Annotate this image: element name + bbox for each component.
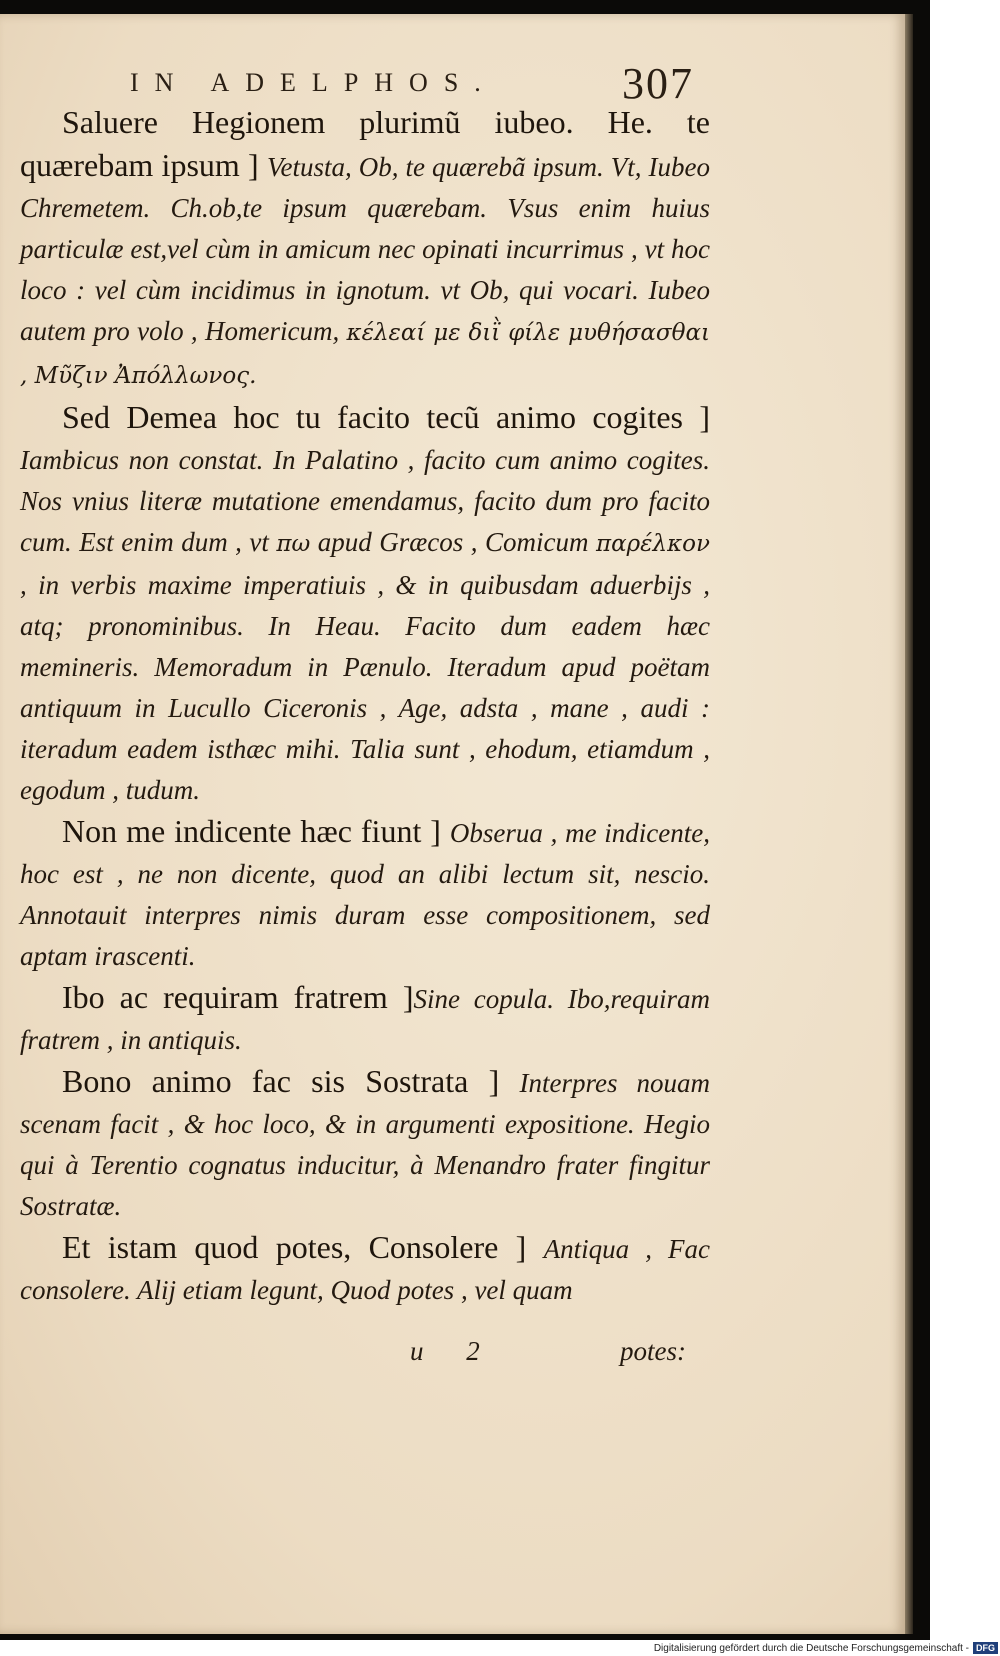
catchword: potes: xyxy=(620,1336,686,1366)
lemma: Ibo ac requiram fratrem ] xyxy=(62,979,414,1015)
catchline xyxy=(20,1336,710,1380)
commentary: Iambicus non constat. In Palatino , facito cum animo cogites. Nos vnius literæ mutatione emendamus, facito dum pro facito cum. Est enim dum , vt xyxy=(20,445,710,557)
running-head-title: IN ADELPHOS. xyxy=(130,68,497,97)
commentary: apud Græcos , Comicum xyxy=(310,527,596,557)
greek-word: παρέλκον xyxy=(596,531,711,557)
paragraph-3 xyxy=(20,811,710,977)
paragraph-5 xyxy=(20,1061,710,1227)
commentary: Vetusta, Ob, te quærebã ipsum. Vt, Iubeo Chremetem. Ch.ob,te ipsum quærebam. Vsus enim huius particulæ est,vel cùm in amicum nec opinati incurrimus , vt hoc loco : vel cùm incidimus in ignotum. vt Ob, qui vocari. Iubeo autem pro volo , Homericum, xyxy=(20,152,711,346)
paragraph-4 xyxy=(20,977,710,1061)
paragraph-2 xyxy=(20,397,710,811)
page-edge xyxy=(905,14,913,1634)
commentary: Obserua , me indicente, hoc est , ne non dicente, quod an alibi lectum sit, nescio. Annotauit interpres nimis duram esse compositionem, sed aptam irascenti. xyxy=(20,818,711,971)
signature-mark: u 2 xyxy=(410,1336,498,1366)
lemma: Non me indicente hæc fiunt ] xyxy=(62,813,450,849)
footer-text: Digitalisierung gefördert durch die Deutsche Forschungsgemeinschaft - xyxy=(653,1642,969,1654)
commentary: Antiqua , Fac consolere. Alij etiam legunt, Quod potes , vel quam xyxy=(20,1234,710,1305)
commentary: , in verbis maxime imperatiuis , & in quibusdam aduerbijs , atq; pronominibus. In Heau. Facito dum eadem hæc memineris. Memoradum in Pænulo. Iteradum apud poëtam antiquum in Lucullo Ciceronis , Age, adsta , mane , audi : iteradum eadem isthæc mihi. Talia sunt , ehodum, etiamdum , egodum , tudum. xyxy=(20,570,710,805)
commentary-text xyxy=(20,102,710,1311)
paragraph-6 xyxy=(20,1227,710,1311)
lemma: Saluere Hegionem plurimũ iubeo. He. te quærebam ipsum ] xyxy=(20,104,710,183)
greek-word: πω xyxy=(276,531,311,557)
lemma: Et istam quod potes, Consolere ] xyxy=(62,1229,544,1265)
greek-quotation: κέλεαί με διῒ φίλε μυθήσασθαι , Μῦζιν Ἀπόλλωνος. xyxy=(20,320,710,389)
running-head xyxy=(130,58,710,108)
digitization-footer xyxy=(600,1640,998,1656)
lemma: Bono animo fac sis Sostrata ] xyxy=(62,1063,520,1099)
commentary: Interpres nouam scenam facit , & hoc loco, & in argumenti expositione. Hegio qui à Terentio cognatus inducitur, à Menandro frater fingitur Sostratæ. xyxy=(20,1068,711,1221)
commentary: Sine copula. Ibo,requiram fratrem , in antiquis. xyxy=(20,984,710,1055)
paragraph-1 xyxy=(20,102,710,397)
lemma: Sed Demea hoc tu facito tecũ animo cogites ] xyxy=(62,399,710,435)
page-number: 307 xyxy=(622,59,694,108)
dfg-logo: DFG xyxy=(973,1642,998,1654)
